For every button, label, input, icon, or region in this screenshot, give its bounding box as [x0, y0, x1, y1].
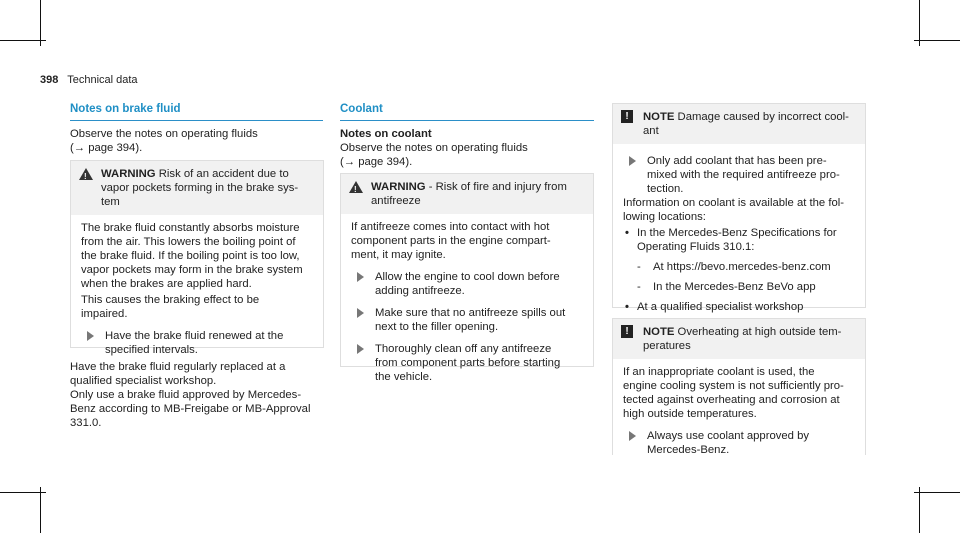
step-arrow-icon: [629, 156, 636, 166]
step-text: tection.: [647, 183, 684, 195]
sub-list-item: [623, 260, 857, 274]
note-text: engine cooling system is not sufficiently pro-: [623, 380, 844, 392]
list-item-text: In the Mercedes-Benz Specifications for: [637, 227, 837, 239]
subsection-title: Notes on coolant: [340, 128, 432, 140]
warning-header: [341, 174, 593, 214]
step-text: Mercedes-Benz.: [647, 444, 730, 456]
warning-label: WARNING: [101, 168, 156, 180]
note-text: tected against overheating and corrosion at: [623, 394, 840, 406]
section-rule: [340, 120, 594, 121]
step-text: Make sure that no antifreeze spills out: [375, 307, 566, 319]
list-item: [623, 300, 857, 314]
page-number: 398: [40, 74, 59, 86]
brake-fluid-intro: [70, 127, 323, 155]
coolant-intro: [340, 127, 594, 169]
intro-line: Observe the notes on operating fluids: [70, 128, 258, 140]
warning-text: This causes the braking effect to be: [81, 294, 260, 306]
step-text: Allow the engine to cool down before: [375, 271, 560, 283]
crop-mark: [919, 487, 920, 533]
body-text: Only use a brake fluid approved by Mercedes-: [70, 389, 302, 401]
warning-text: from the air. This lowers the boiling point of: [81, 236, 296, 248]
warning-triangle-icon: [79, 168, 93, 180]
note-label: NOTE: [643, 326, 675, 338]
exclamation-icon: !: [621, 110, 633, 123]
page-ref-link[interactable]: (→ page 394).: [70, 142, 143, 154]
step-text: Thoroughly clean off any antifreeze: [375, 343, 552, 355]
instruction-step: [351, 270, 585, 298]
warning-text: The brake fluid constantly absorbs moisture: [81, 222, 300, 234]
exclamation-icon: !: [621, 325, 633, 338]
warning-text: component parts in the engine compart-: [351, 235, 551, 247]
warning-text: If antifreeze comes into contact with hot: [351, 221, 550, 233]
warning-text: the brake fluid. If the boiling point is too low,: [81, 250, 300, 262]
section-rule: [70, 120, 323, 121]
crop-mark: [914, 492, 960, 493]
instruction-step: [623, 154, 857, 196]
warning-head-text: Risk of an accident due to: [158, 168, 289, 180]
chapter-title: Technical data: [67, 74, 138, 86]
dash-icon: -: [637, 261, 641, 273]
sub-list-item: [623, 280, 857, 294]
step-arrow-icon: [357, 344, 364, 354]
crop-mark: [0, 492, 46, 493]
note-head-text: Damage caused by incorrect cool-: [677, 111, 849, 123]
info-text: Information on coolant is available at the fol-: [623, 197, 845, 209]
warning-head-text: - Risk of fire and injury from: [425, 181, 567, 193]
instruction-step: [623, 429, 857, 457]
bullet-icon: •: [625, 301, 629, 313]
note-body: [613, 144, 865, 322]
note-text: If an inappropriate coolant is used, the: [623, 366, 815, 378]
section-title-brake-fluid: Notes on brake fluid: [70, 103, 181, 115]
step-text: Always use coolant approved by: [647, 430, 810, 442]
step-text: Have the brake fluid renewed at the: [105, 330, 284, 342]
intro-line: Observe the notes on operating fluids: [340, 142, 528, 154]
column-brake-fluid: [70, 103, 323, 115]
step-arrow-icon: [629, 431, 636, 441]
step-text: adding antifreeze.: [375, 285, 465, 297]
step-arrow-icon: [87, 331, 94, 341]
info-text: lowing locations:: [623, 211, 706, 223]
page-ref-link[interactable]: (→ page 394).: [340, 156, 413, 168]
crop-mark: [0, 40, 46, 41]
warning-text: impaired.: [81, 308, 128, 320]
body-text: Have the brake fluid regularly replaced at a: [70, 361, 286, 373]
crop-mark: [914, 40, 960, 41]
warning-text: when the brakes are applied hard.: [81, 278, 252, 290]
warning-label: WARNING: [371, 181, 426, 193]
website-link[interactable]: At https://bevo.mercedes-benz.com: [653, 261, 831, 273]
warning-head-text: antifreeze: [371, 195, 421, 207]
step-arrow-icon: [357, 272, 364, 282]
step-text: from component parts before starting: [375, 357, 561, 369]
instruction-step: [351, 306, 585, 334]
note-box-overheating: [612, 318, 866, 455]
step-arrow-icon: [357, 308, 364, 318]
warning-box-brake-fluid: [70, 160, 324, 356]
note-head-text: ant: [643, 125, 659, 137]
crop-mark: [40, 487, 41, 533]
page-header: [40, 74, 138, 86]
list-item: [623, 226, 857, 254]
warning-header: [71, 161, 323, 215]
body-text: qualified specialist workshop.: [70, 375, 217, 387]
note-body: [613, 359, 865, 465]
bullet-icon: •: [625, 227, 629, 239]
warning-head-text: vapor pockets forming in the brake sys-: [101, 182, 299, 194]
note-box-coolant-damage: [612, 103, 866, 313]
note-head-text: Overheating at high outside tem-: [677, 326, 842, 338]
note-header: [613, 104, 865, 144]
warning-box-coolant: [340, 173, 594, 383]
body-text: 331.0.: [70, 417, 102, 429]
note-label: NOTE: [643, 111, 675, 123]
brake-fluid-paragraph: [70, 360, 323, 430]
instruction-step: [351, 342, 585, 384]
list-item-text: At a qualified specialist workshop: [637, 301, 804, 313]
warning-triangle-icon: [349, 181, 363, 193]
step-text: specified intervals.: [105, 344, 198, 356]
instruction-step: [81, 329, 315, 357]
note-head-text: peratures: [643, 340, 691, 352]
step-text: mixed with the required antifreeze pro-: [647, 169, 840, 181]
column-coolant: [340, 103, 594, 115]
section-title-coolant: Coolant: [340, 103, 383, 115]
body-text: Benz according to MB-Freigabe or MB-Approval: [70, 403, 311, 415]
step-text: Only add coolant that has been pre-: [647, 155, 827, 167]
list-item-text: Operating Fluids 310.1:: [637, 241, 755, 253]
note-text: high outside temperatures.: [623, 408, 757, 420]
note-header: [613, 319, 865, 359]
warning-text: ment, it may ignite.: [351, 249, 446, 261]
warning-text: vapor pockets may form in the brake system: [81, 264, 303, 276]
warning-body: [341, 214, 593, 392]
warning-head-text: tem: [101, 196, 120, 208]
step-text: next to the filler opening.: [375, 321, 499, 333]
step-text: the vehicle.: [375, 371, 433, 383]
list-item-text: In the Mercedes-Benz BeVo app: [653, 281, 816, 293]
warning-body: [71, 215, 323, 365]
dash-icon: -: [637, 281, 641, 293]
